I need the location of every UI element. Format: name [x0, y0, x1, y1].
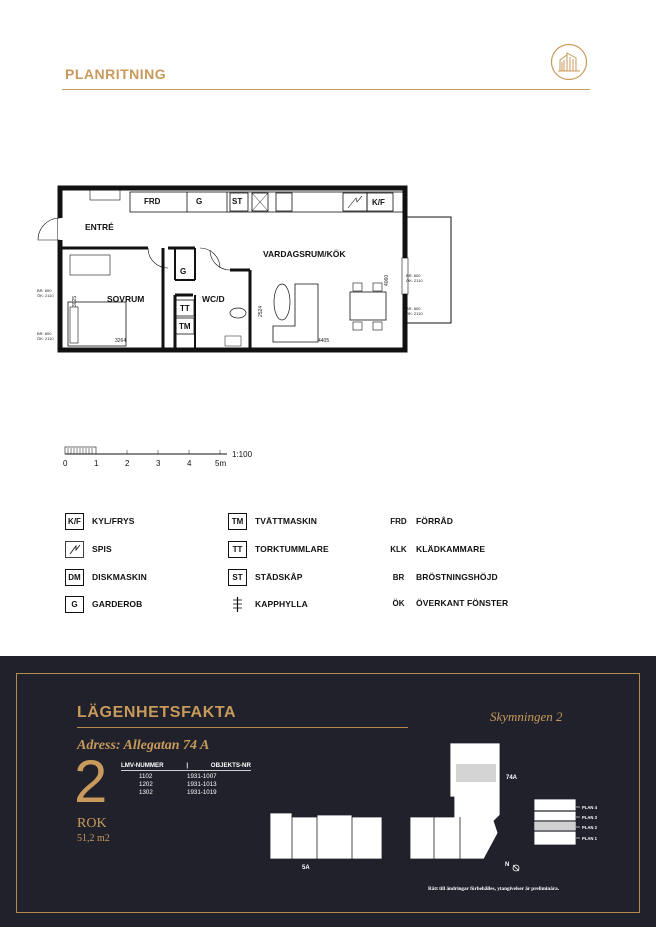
legend-item-kapphylla — [228, 595, 308, 613]
legend-item-br — [389, 568, 498, 586]
table-cell: 1931-1013 — [187, 781, 217, 788]
object-table — [121, 762, 251, 797]
legend-abbr: BR — [392, 572, 405, 582]
label-5a: 5A — [302, 865, 310, 871]
window-note: BR: 800 — [37, 331, 52, 336]
legend-item-klk — [389, 540, 485, 558]
window-note: BR: 800 — [406, 273, 421, 278]
building-74a — [410, 743, 500, 859]
legend-label: GARDEROB — [92, 599, 143, 609]
building-5a — [270, 813, 382, 859]
legend-abbr: FRD — [390, 516, 407, 526]
window-note: BR: 800 — [37, 288, 52, 293]
dimension: 3264 — [115, 338, 127, 344]
dimension: 4060 — [384, 274, 390, 286]
disclaimer: Rätt till ändringar förbehålles, ytangivelser är preliminära. — [428, 886, 560, 892]
floor-plan — [30, 180, 470, 370]
entrance-door — [38, 218, 60, 240]
scale-tick: 4 — [187, 459, 192, 468]
facts-divider — [77, 727, 408, 728]
dimension: 4405 — [318, 338, 330, 344]
table-cell: 1931-1007 — [187, 773, 217, 780]
scale-bar — [55, 446, 270, 474]
legend-item-tm — [228, 512, 317, 530]
window-note: ÖK: 2110 — [406, 278, 423, 283]
stove-icon — [65, 541, 84, 558]
window-note: ÖK: 2110 — [406, 311, 423, 316]
legend-item-tt — [228, 540, 329, 558]
legend-item-st — [228, 568, 303, 586]
toilet — [230, 308, 246, 318]
table-col-obj: OBJEKTS-NR — [210, 762, 251, 769]
g-label-top: G — [196, 197, 203, 206]
legend-label: BRÖSTNINGSHÖJD — [416, 572, 498, 582]
legend-abbr: DM — [65, 569, 84, 586]
sofa — [273, 284, 318, 342]
living-area: 51,2 m2 — [77, 833, 110, 844]
scale-tick: 3 — [156, 459, 161, 468]
header-divider — [62, 89, 590, 90]
table-cell: 1102 — [139, 773, 153, 780]
legend-label: ÖVERKANT FÖNSTER — [416, 598, 509, 608]
coat-rack-icon — [228, 596, 247, 613]
scale-tick: 5m — [215, 459, 227, 468]
legend-label: KLÄDKAMMARE — [416, 544, 486, 554]
scale-tick: 0 — [63, 459, 68, 468]
address: Adress: Allegatan 74 A — [77, 738, 210, 753]
legend-label: SPIS — [92, 544, 112, 554]
table-row — [121, 789, 251, 797]
table-cell: 1302 — [139, 789, 153, 796]
legend-item-kf — [65, 512, 135, 530]
scale-tick: 2 — [125, 459, 130, 468]
table-cell: 1931-1019 — [187, 789, 217, 796]
rooms-unit: ROK — [77, 816, 107, 831]
frd-label: FRD — [144, 197, 161, 206]
legend-abbr: G — [65, 596, 84, 613]
building-logo-icon — [550, 43, 588, 81]
window-note: BR: 800 — [406, 306, 421, 311]
dimension: 2524 — [258, 305, 264, 317]
site-map — [262, 737, 597, 877]
table-row — [121, 781, 251, 789]
north-label: N — [505, 862, 510, 868]
room-vardagsrum: VARDAGSRUM/KÖK — [263, 249, 346, 259]
kitchen-counter — [130, 192, 405, 212]
legend-item-g — [65, 595, 142, 613]
kf-label: K/F — [372, 198, 385, 207]
dining-table — [350, 292, 386, 320]
tm-label: TM — [179, 322, 191, 331]
window-note: ÖK: 2110 — [37, 336, 54, 341]
legend-label: DISKMASKIN — [92, 572, 147, 582]
legend-abbr: TT — [228, 541, 247, 558]
object-table-header — [121, 762, 251, 771]
legend-item-spis — [65, 540, 112, 558]
legend-abbr: ÖK — [392, 598, 405, 608]
dimension: 3025 — [72, 295, 78, 307]
building-section — [534, 799, 576, 845]
table-cell: 1202 — [139, 781, 153, 788]
tt-label: TT — [180, 304, 190, 313]
legend-item-ok — [389, 594, 508, 612]
scale-ratio: 1:100 — [232, 450, 253, 459]
g-label-hall: G — [180, 267, 187, 276]
facts-title: LÄGENHETSFAKTA — [77, 704, 237, 721]
legend-abbr: K/F — [65, 513, 84, 530]
label-74a: 74A — [506, 775, 518, 781]
legend-abbr: KLK — [390, 544, 407, 554]
st-label: ST — [232, 197, 243, 206]
table-col-lmv: LMV-NUMMER — [121, 762, 164, 769]
legend-abbr: ST — [228, 569, 247, 586]
legend-label: STÄDSKÅP — [255, 572, 303, 582]
plan-label: PLAN 2 — [582, 825, 597, 830]
table-row — [121, 773, 251, 781]
legend-abbr: TM — [228, 513, 247, 530]
table-col-sep: | — [186, 762, 189, 769]
legend-label: TVÄTTMASKIN — [255, 516, 318, 526]
legend-label: TORKTUMMLARE — [255, 544, 329, 554]
legend-label: KAPPHYLLA — [255, 599, 308, 609]
legend-item-frd — [389, 512, 453, 530]
room-sovrum: SOVRUM — [107, 294, 145, 304]
room-wc: WC/D — [202, 294, 225, 304]
plan-label: PLAN 4 — [582, 805, 597, 810]
plan-label: PLAN 3 — [582, 815, 597, 820]
legend-label: FÖRRÅD — [416, 516, 453, 526]
page-title: PLANRITNING — [65, 66, 167, 82]
room-entre: ENTRÉ — [85, 222, 114, 232]
rooms-count: 2 — [74, 748, 108, 815]
scale-tick: 1 — [94, 459, 99, 468]
window-note: ÖK: 2110 — [37, 293, 54, 298]
legend-label: KYL/FRYS — [92, 516, 135, 526]
plan-label: PLAN 1 — [582, 836, 597, 841]
project-name: Skymningen 2 — [490, 709, 563, 724]
legend-item-dm — [65, 568, 147, 586]
coffee-table — [274, 284, 290, 320]
